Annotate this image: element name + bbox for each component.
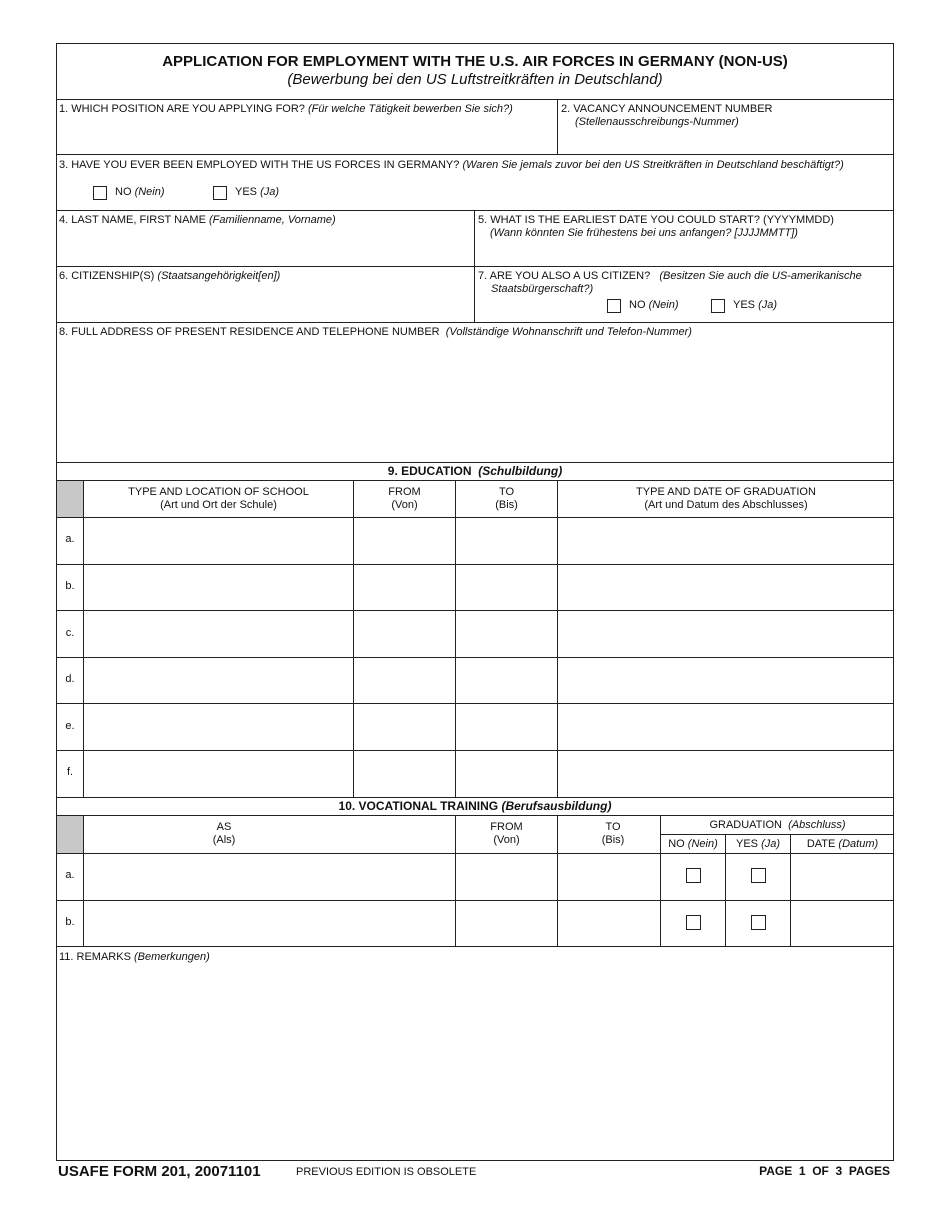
edu-col-from: FROM (Von) [388,486,421,511]
remarks-field[interactable] [58,966,892,1158]
education-from-field[interactable] [354,611,455,656]
vocational-as-field[interactable] [84,854,455,899]
education-row-label: c. [65,626,75,639]
education-row-label: d. [65,673,75,686]
education-from-field[interactable] [354,704,455,749]
form-title: APPLICATION FOR EMPLOYMENT WITH THE U.S. AIR FORCES IN GERMANY (NON-US) [162,53,788,70]
education-graduation-field[interactable] [558,704,893,749]
education-from-field[interactable] [354,658,455,703]
name-field[interactable] [58,230,471,264]
education-to-field[interactable] [456,611,557,656]
vocational-from-field[interactable] [456,854,557,899]
vocational-from-field[interactable] [456,901,557,946]
q5-label: 5. WHAT IS THE EARLIEST DATE YOU COULD START? (YYYYMMDD) [478,214,834,226]
education-row-label: b. [65,579,75,592]
q4-label: 4. LAST NAME, FIRST NAME (Familienname, Vorname) [59,214,336,226]
q11-label: 11. REMARKS (Bemerkungen) [59,951,210,963]
vocational-row-label: a. [65,869,75,882]
vocational-row-label: b. [65,915,75,928]
q7-label: 7. ARE YOU ALSO A US CITIZEN? (Besitzen Sie auch die US-amerikanische [478,270,862,282]
education-from-field[interactable] [354,518,455,563]
vocational-to-field[interactable] [558,854,660,899]
education-header-shade [57,481,83,517]
education-row-label: a. [65,533,75,546]
education-from-field[interactable] [354,751,455,796]
vocational-title: 10. VOCATIONAL TRAINING (Berufsausbildung) [338,799,612,813]
q7-no-checkbox[interactable] [607,299,621,313]
education-school-field[interactable] [84,565,353,610]
voc-col-from: FROM (Von) [490,821,523,846]
voc-col-date: DATE (Datum) [806,838,879,850]
education-school-field[interactable] [84,658,353,703]
education-to-field[interactable] [456,518,557,563]
vocational-no-checkbox[interactable] [686,915,701,930]
education-school-field[interactable] [84,704,353,749]
q8-label: 8. FULL ADDRESS OF PRESENT RESIDENCE AND TELEPHONE NUMBER (Vollständige Wohnanschrift und Telefon-Nummer) [59,326,692,338]
q2-label-de: (Stellenausschreibungs-Nummer) [575,116,739,128]
citizenship-field[interactable] [58,286,471,320]
position-field[interactable] [58,118,554,152]
voc-col-as: AS (Als) [212,821,236,846]
q3-no-checkbox[interactable] [93,186,107,200]
address-field[interactable] [58,342,892,460]
q7-yes-checkbox[interactable] [711,299,725,313]
start-date-field[interactable] [477,242,892,264]
q7-no-label: NO (Nein) [629,299,679,311]
voc-col-to: TO (Bis) [601,821,625,846]
education-graduation-field[interactable] [558,751,893,796]
education-to-field[interactable] [456,658,557,703]
q5-label-de: (Wann könnten Sie frühestens bei uns anfangen? [JJJJMMTT]) [490,227,798,239]
form-id: USAFE FORM 201, 20071101 [58,1163,261,1180]
education-school-field[interactable] [84,518,353,563]
education-school-field[interactable] [84,751,353,796]
q6-label: 6. CITIZENSHIP(S) (Staatsangehörigkeit[en]) [59,270,281,282]
vocational-yes-checkbox[interactable] [751,868,766,883]
page-number: PAGE 1 OF 3 PAGES [759,1164,890,1178]
form-subtitle: (Bewerbung bei den US Luftstreitkräften in Deutschland) [287,71,663,88]
q3-yes-checkbox[interactable] [213,186,227,200]
vocational-header-shade [57,816,83,853]
education-row-label: f. [66,766,74,779]
education-graduation-field[interactable] [558,658,893,703]
q1-label: 1. WHICH POSITION ARE YOU APPLYING FOR? (Für welche Tätigkeit bewerben Sie sich?) [59,103,513,115]
q2-label: 2. VACANCY ANNOUNCEMENT NUMBER [561,103,773,115]
voc-col-graduation: GRADUATION (Abschluss) [709,819,846,831]
voc-col-no: NO (Nein) [668,838,718,850]
q3-no-label: NO (Nein) [115,186,165,198]
education-to-field[interactable] [456,751,557,796]
education-graduation-field[interactable] [558,611,893,656]
vocational-no-checkbox[interactable] [686,868,701,883]
education-title: 9. EDUCATION (Schulbildung) [387,464,563,478]
education-from-field[interactable] [354,565,455,610]
vacancy-number-field[interactable] [560,130,892,154]
education-to-field[interactable] [456,565,557,610]
education-graduation-field[interactable] [558,565,893,610]
q7-yes-label: YES (Ja) [733,299,778,311]
q7-label-de2: Staatsbürgerschaft?) [491,283,594,295]
education-school-field[interactable] [84,611,353,656]
edu-col-to: TO (Bis) [495,486,518,511]
edu-col-graduation: TYPE AND DATE OF GRADUATION (Art und Datum des Abschlusses) [636,486,816,511]
education-to-field[interactable] [456,704,557,749]
vocational-date-field[interactable] [791,854,893,899]
vocational-as-field[interactable] [84,901,455,946]
education-graduation-field[interactable] [558,518,893,563]
vocational-to-field[interactable] [558,901,660,946]
q3-yes-label: YES (Ja) [235,186,280,198]
vocational-yes-checkbox[interactable] [751,915,766,930]
education-row-label: e. [65,719,75,732]
q3-label: 3. HAVE YOU EVER BEEN EMPLOYED WITH THE US FORCES IN GERMANY? (Waren Sie jemals zuvor bei den US Streitkräften in Deutschland beschäftigt?) [59,159,844,171]
vocational-date-field[interactable] [791,901,893,946]
edu-col-school: TYPE AND LOCATION OF SCHOOL (Art und Ort der Schule) [128,486,309,511]
voc-col-yes: YES (Ja) [735,838,781,850]
obsolete-note: PREVIOUS EDITION IS OBSOLETE [296,1166,477,1178]
